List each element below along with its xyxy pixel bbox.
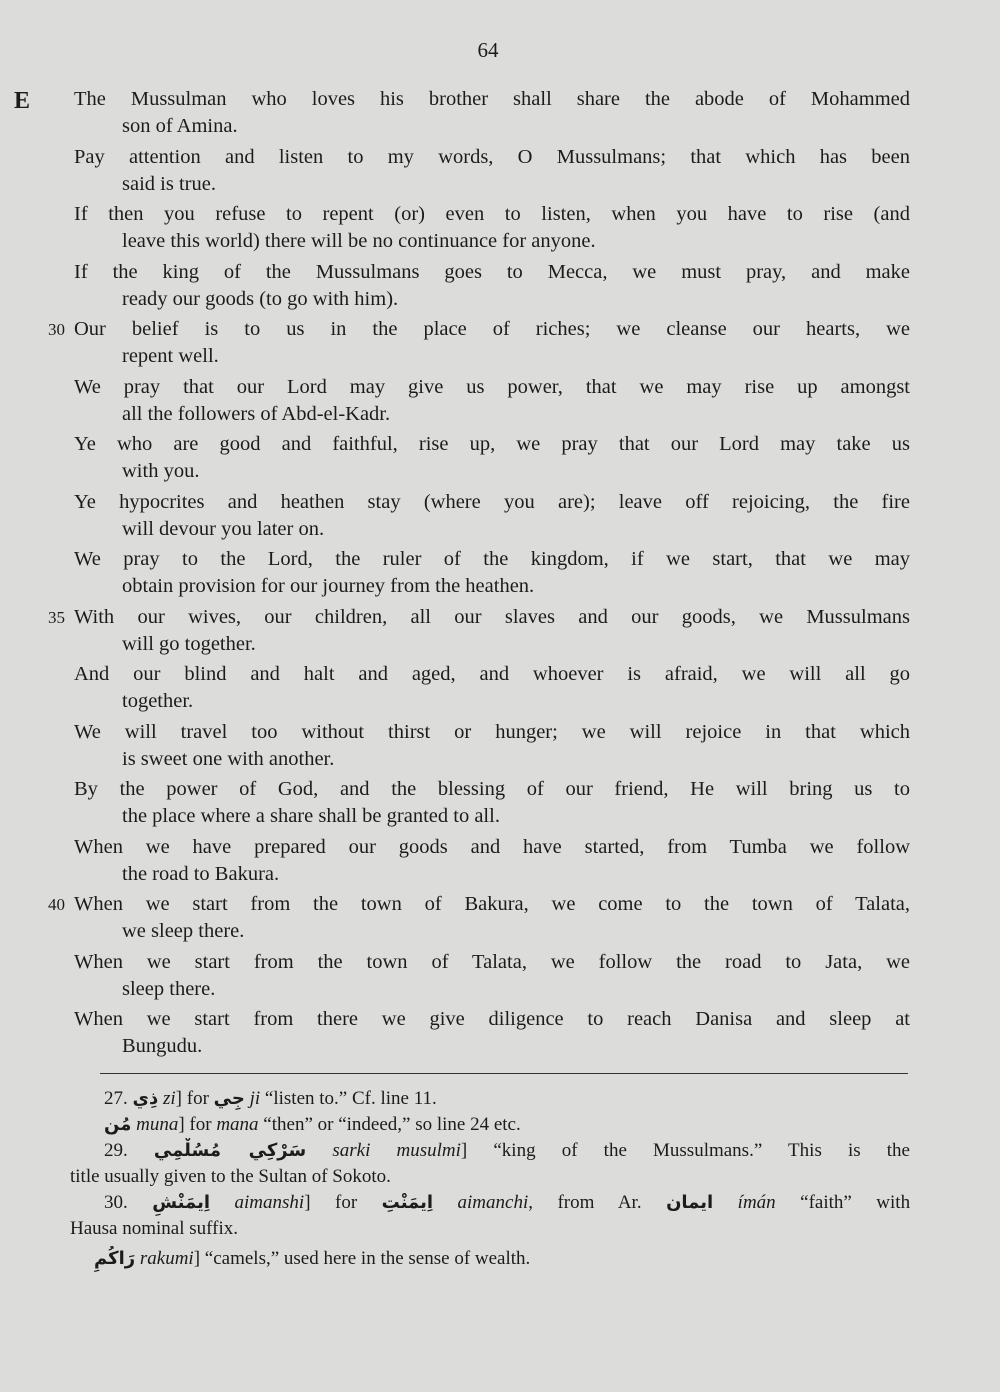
footnote-number: 27. (104, 1088, 128, 1109)
footnote-29 (70, 1138, 910, 1164)
verse-first-line: If then you refuse to repent (or) even to listen, when you have to rise (and (74, 203, 910, 225)
note-text: , from Ar. (528, 1192, 642, 1213)
footnote-29-continued: title usually given to the Sultan of Sokoto. (70, 1166, 391, 1187)
verse-continuation: son of Amina. (122, 115, 238, 137)
verse-first-line: The Mussulman who loves his brother shall share the abode of Mohammed (74, 88, 910, 110)
verse-first-line: And our blind and halt and aged, and whoever is afraid, we will all go (74, 663, 910, 685)
arabic-word: ذِي (132, 1088, 159, 1109)
footnote-27-continued (70, 1112, 910, 1138)
verse (74, 661, 910, 715)
verse-continuation: the place where a share shall be granted to all. (122, 805, 500, 827)
verse (48, 891, 910, 945)
footnote-number: 29. (104, 1140, 128, 1161)
note-text: “then” or “indeed,” so line 24 etc. (263, 1114, 521, 1135)
transliteration: aimanshi (234, 1192, 305, 1213)
verse-continuation: said is true. (122, 172, 216, 195)
arabic-word: مُن (104, 1114, 132, 1135)
footnotes (70, 1086, 910, 1272)
transliteration: zi (162, 1088, 176, 1109)
verse (48, 316, 910, 370)
verse-continuation: obtain provision for our journey from the heathen. (122, 575, 535, 597)
verse-continuation: we sleep there. (122, 920, 245, 942)
note-text: “listen to.” Cf. line 11. (264, 1088, 437, 1109)
transliteration: aimanchi (457, 1192, 529, 1213)
transliteration: muna (136, 1114, 179, 1135)
verse-first-line: We will travel too without thirst or hunger; we will rejoice in that which (74, 720, 910, 743)
verse-continuation: Bungudu. (122, 1035, 203, 1057)
verse (74, 489, 910, 543)
verse-continuation: with you. (122, 460, 200, 482)
verse-first-line: When we have prepared our goods and have started, from Tumba we follow (74, 835, 910, 858)
verse-continuation: sleep there. (122, 977, 216, 1000)
verse-first-line: We pray that our Lord may give us power, that we may rise up amongst (74, 375, 910, 398)
transliteration: rakumi (139, 1248, 194, 1269)
verse (74, 834, 910, 888)
verse (74, 431, 910, 485)
arabic-word: اِيمَنْشِ (152, 1192, 211, 1213)
verse-first-line: Pay attention and listen to my words, O Mussulmans; that which has been (74, 145, 910, 168)
note-text: ] for (304, 1192, 358, 1213)
note-text: ] for (175, 1088, 209, 1109)
verse-continuation: will devour you later on. (122, 517, 325, 540)
verse (74, 374, 910, 428)
arabic-word: جِي (213, 1088, 245, 1109)
verse (74, 259, 910, 313)
footnote-30b (70, 1246, 910, 1272)
verse-first-line: Our belief is to us in the place of riches; we cleanse our hearts, we (74, 318, 910, 340)
transliteration: sarki musulmi (332, 1140, 461, 1161)
verse-first-line: With our wives, our children, all our slaves and our goods, we Mussulmans (74, 605, 910, 628)
line-number: 35 (48, 607, 65, 627)
verse-continuation: will go together. (122, 632, 256, 655)
verse (74, 201, 910, 255)
verse (74, 949, 910, 1003)
transliteration: ímán (737, 1192, 776, 1213)
verse-first-line: By the power of God, and the blessing of our friend, He will bring us to (74, 778, 910, 800)
verse-list (48, 86, 910, 1064)
margin-letter: E (14, 88, 31, 114)
verse-first-line: Ye hypocrites and heathen stay (where you are); leave off rejoicing, the fire (74, 490, 910, 513)
transliteration: ji (249, 1088, 261, 1109)
transliteration: mana (216, 1114, 259, 1135)
line-number: 30 (48, 320, 65, 339)
footnote-number: 30. (104, 1192, 128, 1213)
verse-continuation: is sweet one with another. (122, 747, 335, 770)
footnote-30 (70, 1190, 910, 1216)
arabic-word: رَاكُمِ (94, 1248, 136, 1269)
verse (74, 144, 910, 198)
verse-continuation: together. (122, 690, 194, 712)
verse (74, 1006, 910, 1060)
arabic-word: ايمان (666, 1192, 714, 1213)
arabic-word: اِيمَنْتِ (381, 1192, 434, 1213)
verse (48, 604, 910, 658)
verse-first-line: We pray to the Lord, the ruler of the kingdom, if we start, that we may (74, 548, 910, 570)
note-text: ] for (178, 1114, 212, 1135)
verse-first-line: When we start from there we give diligence to reach Danisa and sleep at (74, 1008, 910, 1030)
note-text: ] “king of the Mussulmans.” This is the (460, 1140, 910, 1161)
verse (74, 546, 910, 600)
footnote-divider (100, 1073, 908, 1074)
verse (74, 86, 910, 140)
note-text: ] “camels,” used here in the sense of wealth. (193, 1248, 531, 1269)
verse-first-line: When we start from the town of Bakura, we come to the town of Talata, (74, 893, 910, 915)
verse-continuation: repent well. (122, 345, 219, 367)
verse (74, 719, 910, 773)
verse-first-line: Ye who are good and faithful, rise up, we pray that our Lord may take us (74, 433, 910, 455)
verse-continuation: all the followers of Abd-el-Kadr. (122, 402, 391, 425)
verse-first-line: If the king of the Mussulmans goes to Mecca, we must pray, and make (74, 260, 910, 283)
verse-continuation: ready our goods (to go with him). (122, 287, 399, 310)
verse-continuation: the road to Bakura. (122, 862, 280, 885)
line-number: 40 (48, 895, 65, 914)
note-text: “faith” with (800, 1192, 910, 1213)
verse-continuation: leave this world) there will be no continuance for anyone. (122, 230, 596, 252)
verse (74, 776, 910, 830)
page-number: 64 (477, 38, 499, 62)
footnote-27 (70, 1086, 910, 1112)
arabic-word: سَرْكِي مُسُلْمِي (153, 1140, 307, 1161)
footnote-30-continued: Hausa nominal suffix. (70, 1218, 238, 1239)
verse-first-line: When we start from the town of Talata, we follow the road to Jata, we (74, 950, 910, 973)
